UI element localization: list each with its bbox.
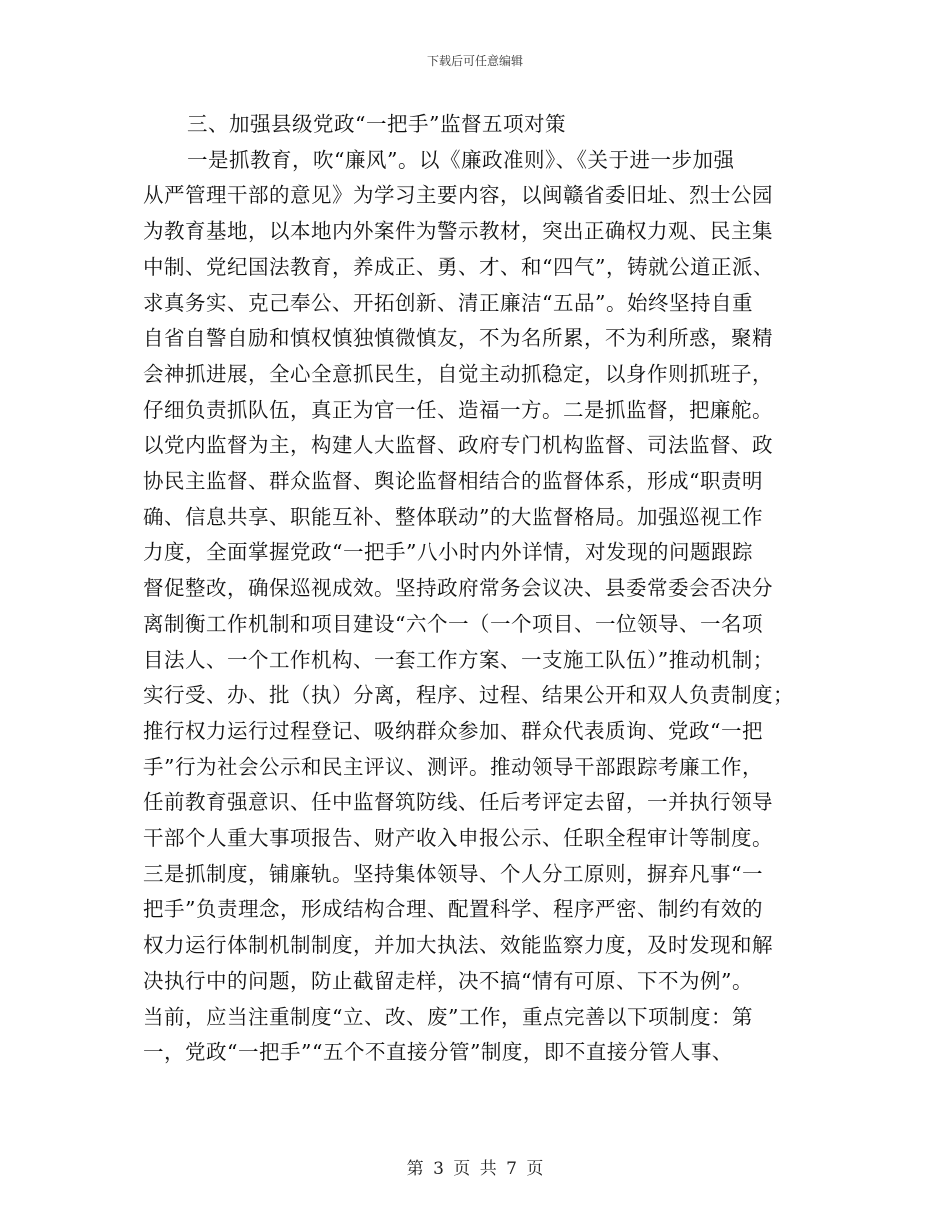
paragraph-line: 决执行中的问题，防止截留走样，决不搞“情有可原、下不为例”。 (143, 968, 753, 993)
paragraph-line: 中制、党纪国法教育，养成正、勇、才、和“四气”，铸就公道正派、 (143, 254, 774, 279)
paragraph-line: 把手”负责理念，形成结构合理、配置科学、程序严密、制约有效的 (143, 897, 763, 922)
paragraph-line: 力度，全面掌握党政“一把手”八小时内外详情，对发现的问题跟踪 (143, 540, 753, 565)
paragraph-line: 仔细负责抓队伍，真正为官一任、造福一方。二是抓监督，把廉舵。 (143, 397, 773, 422)
paragraph-line: 实行受、办、批（执）分离，程序、过程、结果公开和双人负责制度； (143, 683, 794, 708)
paragraph-line: 求真务实、克己奉公、开拓创新、清正廉洁“五品”。始终坚持自重 (143, 290, 753, 315)
paragraph-line: 干部个人重大事项报告、财产收入申报公示、任职全程审计等制度。 (143, 826, 773, 850)
paragraph-line: 一是抓教育，吹“廉风”。以《廉政准则》、《关于进一步加强 (187, 147, 735, 172)
paragraph-line: 三是抓制度，铺廉轨。坚持集体领导、个人分工原则，摒弃凡事“一 (143, 861, 763, 886)
paragraph-line: 以党内监督为主，构建人大监督、政府专门机构监督、司法监督、政 (143, 433, 773, 458)
section-heading: 三、加强县级党政“一把手”监督五项对策 (187, 112, 566, 136)
paragraph-line: 从严管理干部的意见》为学习主要内容，以闽赣省委旧址、烈士公园 (143, 183, 773, 208)
paragraph-line: 为教育基地，以本地内外案件为警示教材，突出正确权力观、民主集 (143, 219, 773, 244)
paragraph-line: 确、信息共享、职能互补、整体联动”的大监督格局。加强巡视工作 (143, 504, 763, 529)
paragraph-line: 目法人、一个工作机构、一套工作方案、一支施工队伍）”推动机制； (143, 647, 774, 672)
page-header: 下载后可任意编辑 (426, 54, 523, 68)
paragraph-line: 离制衡工作机制和项目建设“六个一（一个项目、一位领导、一名项 (143, 611, 763, 636)
paragraph-line: 协民主监督、群众监督、舆论监督相结合的监督体系，形成“职责明 (143, 469, 763, 493)
paragraph-line: 会神抓进展，全心全意抓民生，自觉主动抓稳定，以身作则抓班子， (143, 361, 773, 386)
paragraph-line: 自省自警自励和慎权慎独慎微慎友，不为名所累，不为利所惑，聚精 (143, 326, 773, 351)
paragraph-line: 当前，应当注重制度“立、改、废”工作，重点完善以下项制度：第 (143, 1004, 753, 1029)
paragraph-line: 一，党政“一把手”“五个不直接分管”制度，即不直接分管人事、 (143, 1040, 733, 1065)
paragraph-line: 督促整改，确保巡视成效。坚持政府常务会议决、县委常委会否决分 (143, 576, 773, 601)
paragraph-line: 推行权力运行过程登记、吸纳群众参加、群众代表质询、党政“一把 (143, 718, 763, 743)
paragraph-line: 手”行为社会公示和民主评议、测评。推动领导干部跟踪考廉工作， (143, 754, 763, 779)
page-number-footer: 第 3 页 共 7 页 (406, 1159, 544, 1179)
paragraph-line: 权力运行体制机制制度，并加大执法、效能监察力度，及时发现和解 (143, 933, 773, 958)
paragraph-line: 任前教育强意识、任中监督筑防线、任后考评定去留，一并执行领导 (143, 790, 773, 815)
